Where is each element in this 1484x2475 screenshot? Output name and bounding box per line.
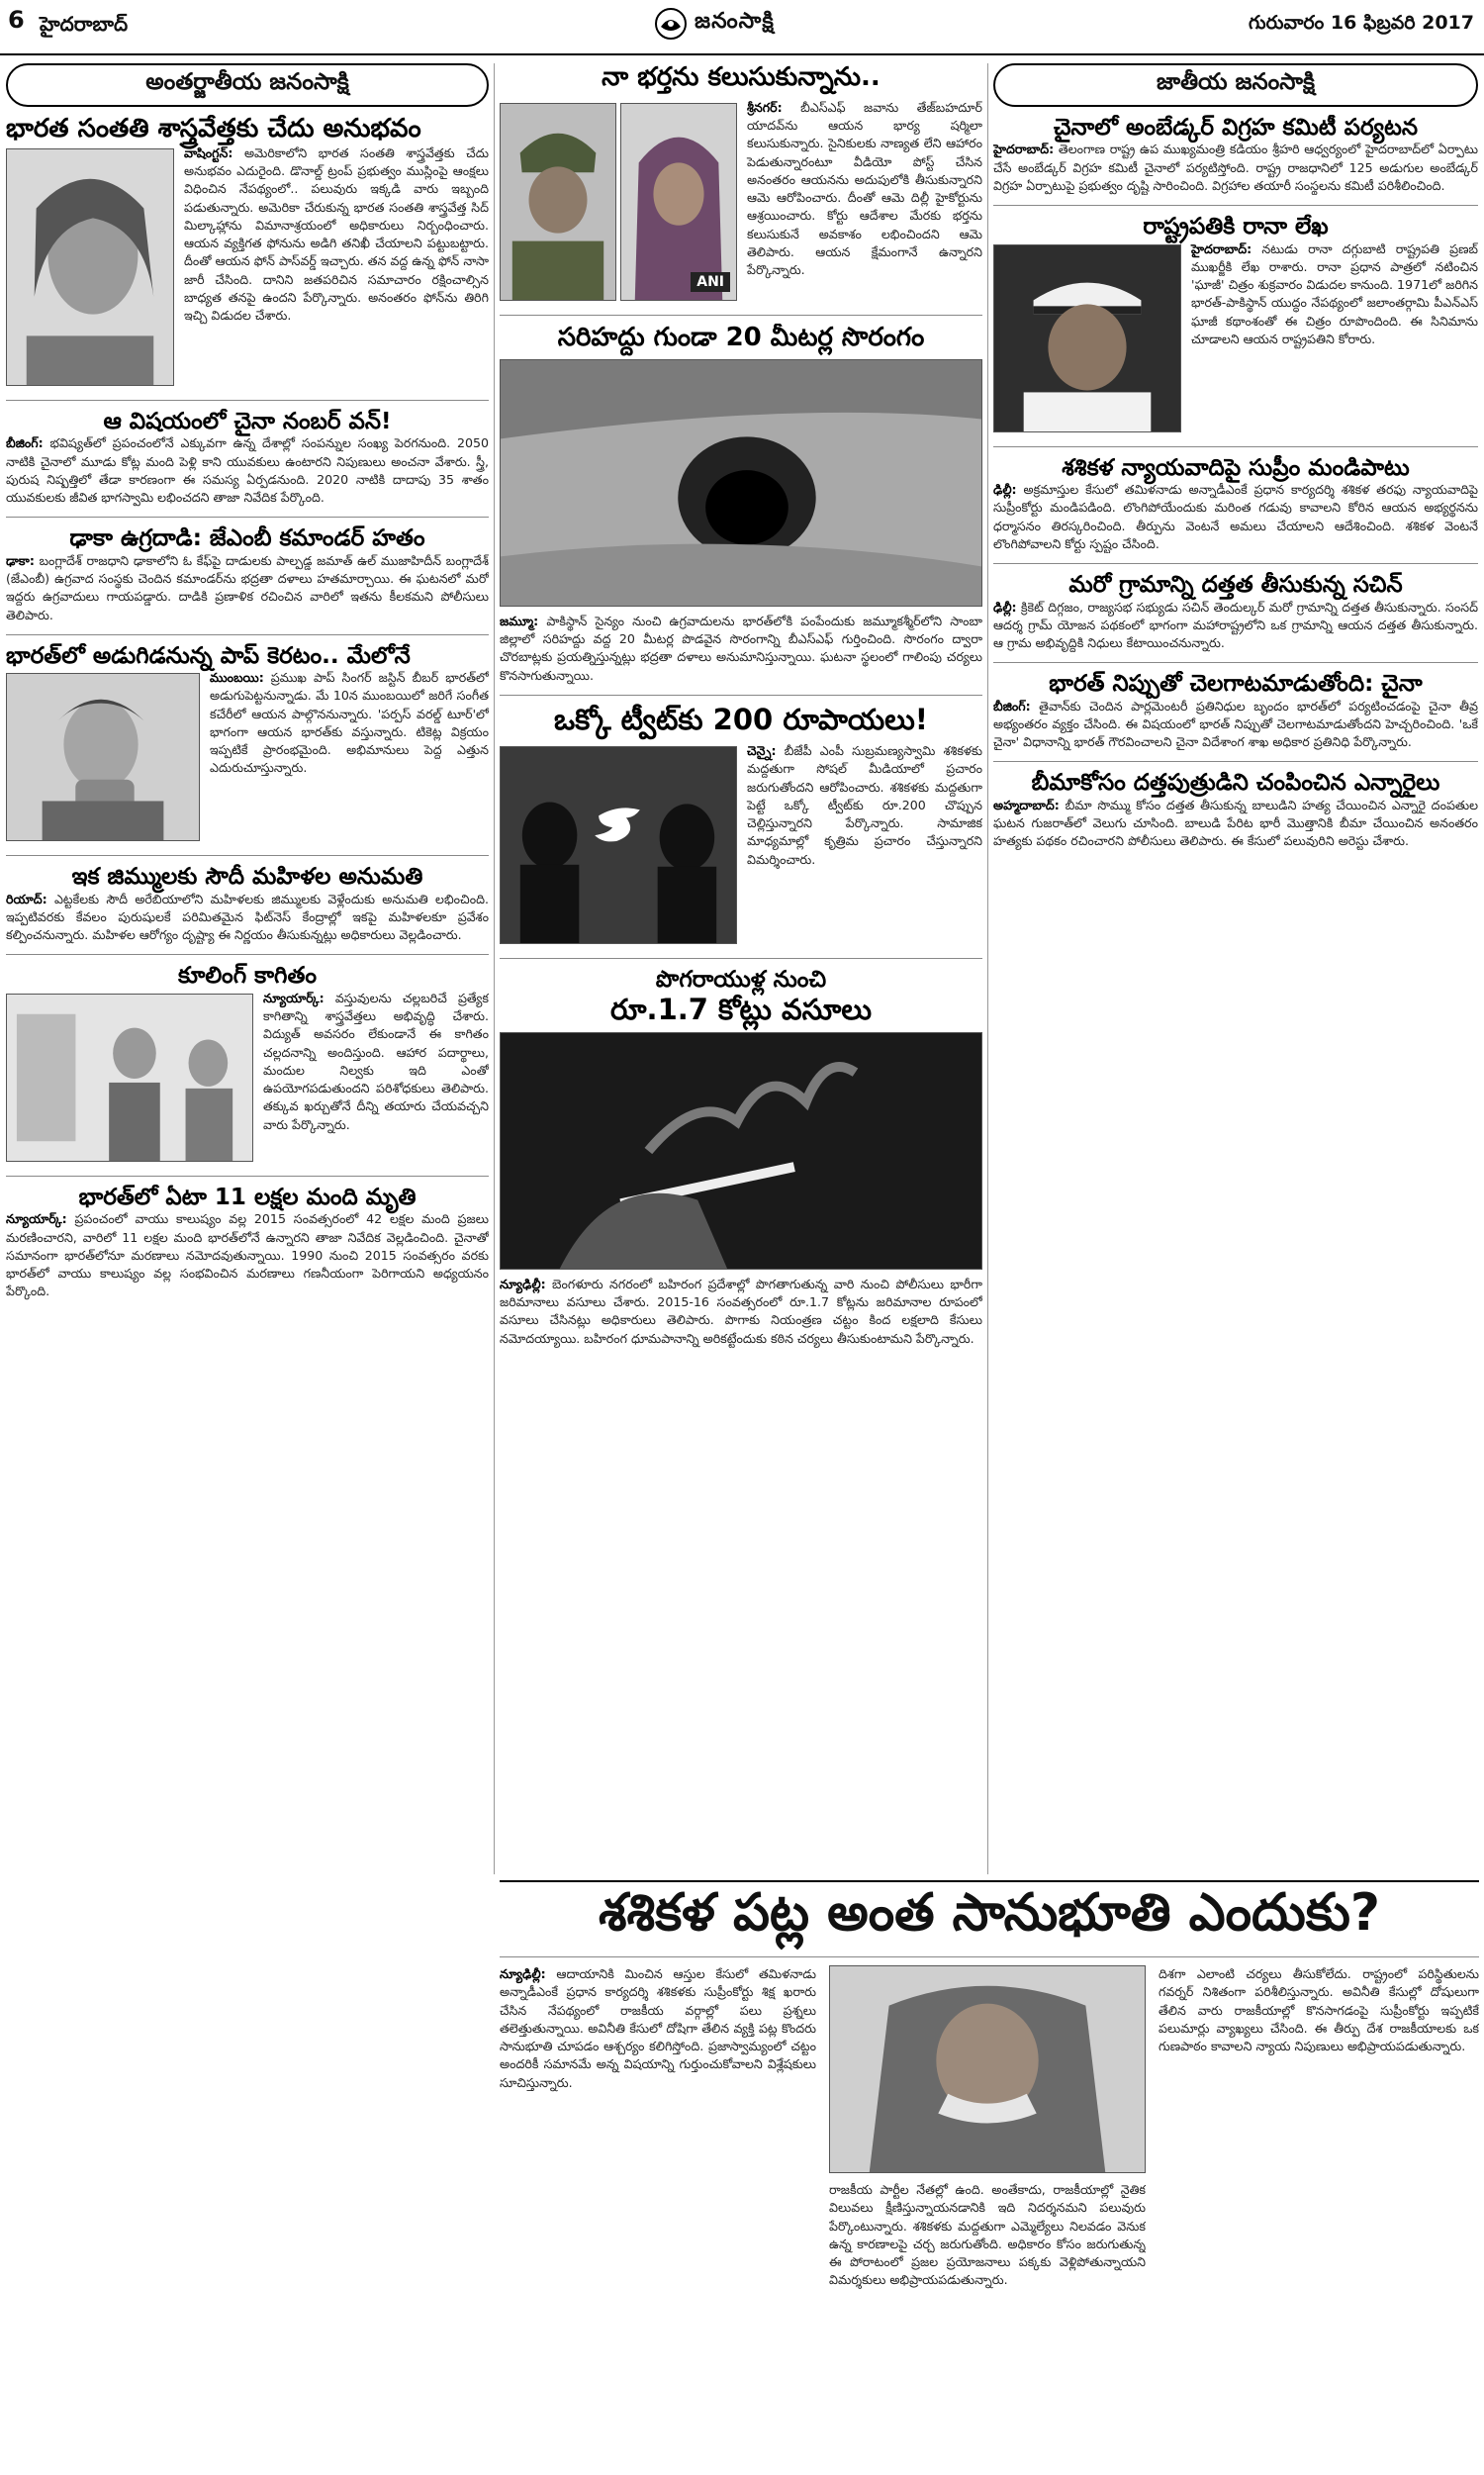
wife-photo xyxy=(620,103,737,301)
jawan-photo xyxy=(500,103,616,301)
story-body: రాజకీయ పార్టీల నేతల్లో ఉంది. అంతేకాదు, రాజకీయాల్లో నైతిక విలువలు క్షీణిస్తున్నాయనడానికి ఇది నిదర్శనమని పలువురు పేర్కొంటున్నారు. శశికళకు మద్దతుగా ఎమ్మెల్యేలు నిలవడం వెనుక ఉన్న కారణాలపై చర్చ జరుగుతోంది. అధికారం కోసం జరుగుతున్న ఈ పోరాటంలో ప్రజల ప్రయోజనాలు పక్కకు వెళ్లిపోతున్నాయని విమర్శకులు అభిప్రాయపడుతున్నారు. xyxy=(829,2182,1146,2288)
story-body: భవిష్యత్‌లో ప్రపంచంలోనే ఎక్కువగా ఉన్న దేశాల్లో సంపన్నుల సంఖ్య పెరగనుంది. 2050 నాటికి చైనాలో మూడు కోట్ల మంది పెళ్లి కాని యువకులు ఉంటారని నిపుణులు అంచనా వేశారు. స్త్రీ, పురుష నిష్పత్తిలో తేడా కారణంగా ఈ సమస్య ఏర్పడనుంది. 2020 నాటికి దాదాపు 35 శాతం యువకులకు జీవిత భాగస్వామి లభించదని తాజా నివేదిక పేర్కొంది. xyxy=(6,435,489,506)
masthead xyxy=(0,0,1484,55)
story-dateline: ముంబయి: xyxy=(210,670,264,686)
story-headline: రాష్ట్రపతికి రానా లేఖ xyxy=(1143,214,1329,240)
jawan-photo-pair xyxy=(500,103,737,301)
story-divider xyxy=(6,634,489,635)
feature-column-1 xyxy=(500,1965,816,2465)
story-divider xyxy=(993,563,1478,564)
feature-story xyxy=(500,1965,1479,2465)
story-dateline: హైదరాబాద్‌: xyxy=(993,142,1055,157)
story-body: దిశగా ఎలాంటి చర్యలు తీసుకోలేదు. రాష్ట్రంలో పరిస్థితులను గవర్నర్‌ నిశితంగా పరిశీలిస్తున్నారు. అవినీతి కేసుల్లో దోషులుగా తేలిన వారు రాజకీయాల్లో కొనసాగడంపై సుప్రీంకోర్టు ఇప్పటికే పలుమార్లు వ్యాఖ్యలు చేసింది. ఈ తీర్పు దేశ రాజకీయాలకు ఒక గుణపాఠం కావాలని న్యాయ నిపుణులు అభిప్రాయపడుతున్నారు. xyxy=(1159,1966,1479,2053)
story-body: తెలంగాణ రాష్ట్ర ఉప ముఖ్యమంత్రి కడియం శ్రీహరి ఆధ్వర్యంలో హైదరాబాద్‌లో ఏర్పాటు చేసే అంబేడ్కర్‌ విగ్రహ కమిటీ చైనాలో పర్యటిస్తోంది. రాష్ట్ర రాజధానిలో 125 అడుగుల అంబేడ్కర్‌ విగ్రహ ఏర్పాటుపై ప్రభుత్వం దృష్టి సారించింది. విగ్రహాల తయారీ సంస్థలను కమిటీ పరిశీలించింది. xyxy=(993,142,1478,193)
story-body: బంగ్లాదేశ్‌ రాజధాని ఢాకాలోని ఓ కేఫ్‌పై దాడులకు పాల్పడ్డ జమాత్‌ ఉల్‌ ముజాహిదీన్‌ బంగ్లాదేశ్‌ (జేఎంబీ) ఉగ్రవాద సంస్థకు చెందిన కమాండర్‌ను భద్రతా దళాలు హతమార్చాయి. ఈ ఘటనలో మరో ఇద్దరు ఉగ్రవాదులు గాయపడ్డారు. దాడికి ప్రణాళిక రచించిన వారిలో ఇతను కీలకమని పోలీసులు తెలిపారు. xyxy=(6,552,489,622)
edition-place: హైదరాబాద్ xyxy=(40,12,129,36)
sasikala-photo xyxy=(829,1965,1146,2173)
story-divider xyxy=(500,695,982,696)
story-headline: రూ.1.7 కోట్లు వసూలు xyxy=(609,992,872,1026)
story-body: వస్తువులను చల్లబరిచే ప్రత్యేక కాగితాన్ని శాస్త్రవేత్తలు అభివృద్ధి చేశారు. విద్యుత్‌ అవసరం లేకుండానే ఈ కాగితం చల్లదనాన్ని అందిస్తుంది. ఆహార పదార్థాలు, మందుల నిల్వకు ఇది ఎంతో ఉపయోగపడుతుందని పరిశోధకులు తెలిపారు. తక్కువ ఖర్చుతోనే దీన్ని తయారు చేయవచ్చని వారు పేర్కొన్నారు. xyxy=(263,990,489,1132)
story-tunnel xyxy=(500,324,982,685)
story-tweets xyxy=(500,704,982,948)
story-divider xyxy=(993,446,1478,447)
paper-logo xyxy=(653,4,831,44)
story-body: బీమా సొమ్ము కోసం దత్తత తీసుకున్న బాలుడిని హత్య చేయించిన ఎన్నారై దంపతుల ఘటన గుజరాత్‌లో వెలుగు చూసింది. బాలుడి పేరిట భారీ మొత్తానికి బీమా చేయించిన అనంతరం హత్యకు పథకం రచించారని పోలీసులు తెలిపారు. ఈ కేసులో పలువురిని అరెస్టు చేశారు. xyxy=(993,797,1478,849)
smoking-photo xyxy=(500,1032,982,1270)
story-pollution-deaths xyxy=(6,1185,489,1301)
story-headline: ఒక్కో ట్వీట్‌కు 200 రూపాయలు! xyxy=(553,703,928,736)
column-rule xyxy=(987,63,988,1874)
pop-singer-photo xyxy=(6,673,200,841)
story-divider xyxy=(6,954,489,955)
scientist-photo xyxy=(6,148,174,386)
story-headline: బీమాకోసం దత్తపుత్రుడిని చంపించిన ఎన్నారైలు xyxy=(1031,770,1440,797)
story-rana-letter xyxy=(993,214,1478,435)
story-dateline: చెన్నై: xyxy=(747,743,777,759)
story-headline: భారత సంతతి శాస్త్రవేత్తకు చేదు అనుభవం xyxy=(6,115,421,143)
story-dateline: బీజింగ్‌: xyxy=(993,698,1031,714)
rana-photo xyxy=(993,244,1181,432)
story-divider xyxy=(6,400,489,401)
story-divider xyxy=(6,1176,489,1177)
story-ambedkar-statue xyxy=(993,115,1478,195)
story-pop-star xyxy=(6,643,489,845)
story-headline: భారత్‌లో ఏటా 11 లక్షల మంది మృతి xyxy=(78,1184,417,1210)
feature-column-3 xyxy=(1159,1965,1479,2465)
story-body: బెంగళూరు నగరంలో బహిరంగ ప్రదేశాల్లో పొగతాగుతున్న వారి నుంచి పోలీసులు భారీగా జరిమానాలు వసూలు చేశారు. 2015-16 సంవత్సరంలో రూ.1.7 కోట్లను జరిమానాల రూపంలో వసూలు చేసినట్లు అధికారులు తెలిపారు. పొగాకు నియంత్రణ చట్టం కింద లక్షలాది కేసులు నమోదయ్యాయి. బహిరంగ ధూమపానాన్ని అరికట్టేందుకు కఠిన చర్యలు తీసుకుంటామని పేర్కొన్నారు. xyxy=(500,1276,982,1346)
story-dateline: న్యూఢిల్లీ: xyxy=(500,1966,546,1981)
story-divider xyxy=(500,315,982,316)
story-dateline: న్యూయార్క్‌: xyxy=(6,1211,67,1227)
story-dateline: అహ్మదాబాద్‌: xyxy=(993,797,1060,812)
national-column xyxy=(993,63,1478,1874)
story-headline: ఢాకా ఉగ్రదాడి: జేఎంబీ కమాండర్‌ హతం xyxy=(69,525,425,552)
page-number: 6 xyxy=(8,6,25,34)
story-headline: కూలింగ్‌ కాగితం xyxy=(177,963,318,990)
tunnel-photo xyxy=(500,359,982,607)
story-saudi-gyms xyxy=(6,864,489,944)
story-kicker: పొగరాయుళ్ల నుంచి xyxy=(655,967,827,994)
story-divider xyxy=(993,761,1478,762)
story-dateline: న్యూయార్క్‌: xyxy=(263,990,325,1005)
story-body: ప్రపంచంలో వాయు కాలుష్యం వల్ల 2015 సంవత్సరంలో 42 లక్షల మంది ప్రజలు మరణించారని, వారిలో 11 లక్షల మంది భారత్‌లోనే ఉన్నారని తాజా నివేదిక వెల్లడించింది. చైనాతో సమానంగా భారత్‌లోనూ మరణాలు నమోదవుతున్నాయి. 1990 నుంచి 2015 సంవత్సరం వరకు భారత్‌లో వాయు కాలుష్యం వల్ల సంభవించిన మరణాలు గణనీయంగా పెరిగాయని అధ్యయనం పేర్కొంది. xyxy=(6,1211,489,1299)
story-headline: ఇక జిమ్ములకు సౌదీ మహిళల అనుమతి xyxy=(71,864,423,891)
story-china xyxy=(6,409,489,507)
story-divider xyxy=(993,205,1478,206)
twitter-photo xyxy=(500,746,737,944)
story-smoking-fines xyxy=(500,967,982,1348)
story-divider xyxy=(6,517,489,518)
story-dateline: న్యూఢిల్లీ: xyxy=(500,1276,546,1291)
story-dateline: హైదరాబాద్‌: xyxy=(1191,240,1252,256)
story-headline: సరిహద్దు గుండా 20 మీటర్ల సొరంగం xyxy=(557,323,925,352)
logo-mark-icon xyxy=(653,7,689,41)
story-divider xyxy=(6,855,489,856)
story-body: తైవాన్‌కు చెందిన పార్లమెంటరీ ప్రతినిధుల బృందం భారత్‌లో పర్యటించడంపై చైనా తీవ్ర అభ్యంతరం వ్యక్తం చేసింది. ఈ విషయంలో భారత్‌ నిప్పుతో చెలగాటమాడుతోందని హెచ్చరించింది. 'ఒకే చైనా' విధానాన్ని భారత్‌ గౌరవించాలని చైనా విదేశాంగ శాఖ అధికార ప్రతినిధి పేర్కొన్నారు. xyxy=(993,698,1478,750)
story-headline: భారత్‌ నిప్పుతో చెలగాటమాడుతోంది: చైనా xyxy=(1049,671,1423,698)
story-supreme-court xyxy=(993,455,1478,553)
story-body: పాకిస్థాన్‌ సైన్యం నుంచి ఉగ్రవాదులను భారత్‌లోకి పంపేందుకు జమ్మూకశ్మీర్‌లోని సాంబా జిల్లాలో సరిహద్దు వద్ద 20 మీటర్ల పొడవైన సొరంగాన్ని బీఎస్‌ఎఫ్‌ గుర్తించింది. సొరంగం ద్వారా చొరబాట్లకు ప్రయత్నిస్తున్నట్లు భద్రతా దళాలు అనుమానిస్తున్నాయి. ఘటనా స్థలంలో గాలింపు చర్యలు కొనసాగుతున్నాయి. xyxy=(500,613,982,683)
section-banner-national: జాతీయ జనంసాక్షి xyxy=(993,63,1478,107)
story-sachin-village xyxy=(993,572,1478,652)
story-headline: ఆ విషయంలో చైనా నంబర్‌ వన్‌! xyxy=(103,408,392,434)
story-nri-insurance xyxy=(993,770,1478,850)
story-dateline: బీజింగ్‌: xyxy=(6,435,44,451)
story-divider xyxy=(993,662,1478,663)
story-dateline: ఢిల్లీ: xyxy=(993,482,1017,498)
issue-date: గురువారం 16 ఫిబ్రవరి 2017 xyxy=(1248,12,1474,34)
story-body: అమెరికాలోని భారత సంతతి శాస్త్రవేత్తకు చేదు అనుభవం ఎదురైంది. డొనాల్డ్‌ ట్రంప్‌ ప్రభుత్వం ముస్లింపై ఆంక్షలు విధించిన నేపథ్యంలో.. పలువురు ఇక్కడి వారు ఇబ్బంది పడుతున్నారు. అమెరికా చేరుకున్న భారత సంతతి శాస్త్రవేత్త సిద్‌ మిల్కాహ్లాను విమానాశ్రయంలో అధికారులు నిర్బంధించారు. ఆయన వ్యక్తిగత ఫోనును అడిగి తనిఖీ చేయాలని పట్టుబట్టారు. దీంతో ఆయన ఫోన్‌ పాస్‌వర్డ్‌ ఇచ్చారు. తన వద్ద ఉన్న ఫోన్‌ నాసా జారీ చేసింది. దానిని జతపరిచిన సమాచారం రక్షించాల్సిన బాధ్యత తనపై ఉందని పేర్కొన్నారు. అనంతరం ఫోన్‌ను తిరిగి ఇచ్చి విడుదల చేశారు. xyxy=(184,144,489,324)
story-dhaka xyxy=(6,525,489,623)
story-headline: నా భర్తను కలుసుకున్నాను.. xyxy=(602,63,881,92)
story-headline: భారత్‌లో అడుగిడనున్న పాప్‌ కెరటం.. మేలోనే xyxy=(6,642,411,669)
story-body: ఎట్టకేలకు సౌదీ అరేబియాలోని మహిళలకు జిమ్ములకు వెళ్లేందుకు అనుమతి లభించింది. ఇప్పటివరకు కేవలం పురుషులకే పరిమితమైన ఫిట్‌నెస్‌ కేంద్రాల్లో ఇకపై మహిళలకూ ప్రవేశం కల్పించనున్నారు. మహిళల ఆరోగ్యం దృష్ట్యా ఈ నిర్ణయం తీసుకున్నట్లు అధికారులు వెల్లడించారు. xyxy=(6,891,489,943)
section-banner-international: అంతర్జాతీయ జనంసాక్షి xyxy=(6,63,489,107)
feature-headline: శశికళ పట్ల అంత సానుభూతి ఎందుకు? xyxy=(500,1880,1479,1957)
story-dateline: రియాద్‌: xyxy=(6,891,47,906)
story-cooling-paper xyxy=(6,963,489,1165)
story-headline: చైనాలో అంబేడ్కర్‌ విగ్రహ కమిటీ పర్యటన xyxy=(1053,115,1419,141)
story-headline: శశికళ న్యాయవాదిపై సుప్రీం మండిపాటు xyxy=(1062,454,1410,481)
paper-name: జనంసాక్షి xyxy=(695,9,775,34)
story-body: బీఎస్‌ఎఫ్‌ జవాను తేజ్‌బహదూర్‌ యాదవ్‌ను ఆయన భార్య షర్మిలా కలుసుకున్నారు. సైనికులకు నాణ్యత లేని ఆహారం పెడుతున్నారంటూ వీడియో పోస్ట్‌ చేసిన అనంతరం ఆయనను అదుపులోకి తీసుకున్నారని ఆమె ఆరోపించారు. దీంతో ఆమె దిల్లీ హైకోర్టును ఆశ్రయించారు. కోర్టు ఆదేశాల మేరకు భర్తను కలుసుకునే అవకాశం లభించిందని ఆమె తెలిపారు. ఆయన క్షేమంగానే ఉన్నారని పేర్కొన్నారు. xyxy=(747,99,982,278)
story-body: ప్రముఖ పాప్‌ సింగర్‌ జస్టిన్‌ బీబర్‌ భారత్‌లో అడుగుపెట్టనున్నాడు. మే 10న ముంబయిలో జరిగే సంగీత కచేరీలో ఆయన పాల్గొననున్నారు. 'పర్పస్‌ వరల్డ్‌ టూర్‌'లో భాగంగా ఆయన భారత్‌కు వస్తున్నారు. టికెట్ల విక్రయం ఇప్పటికే ప్రారంభమైంది. అభిమానులు పెద్ద ఎత్తున ఎదురుచూస్తున్నారు. xyxy=(210,670,489,776)
news-agency-badge: ANI xyxy=(691,272,730,292)
story-body: క్రికెట్‌ దిగ్గజం, రాజ్యసభ సభ్యుడు సచిన్‌ తెందుల్కర్‌ మరో గ్రామాన్ని దత్తత తీసుకున్నారు. సంసద్‌ ఆదర్శ గ్రామ్‌ యోజన పథకంలో భాగంగా మహారాష్ట్రలోని ఒక గ్రామాన్ని ఆయన దత్తత తీసుకున్నారు. ఆ గ్రామ అభివృద్ధికి నిధులు కేటాయించనున్నారు. xyxy=(993,599,1478,650)
cooling-paper-photo xyxy=(6,994,253,1162)
story-body: బీజేపీ ఎంపీ సుబ్రమణ్యస్వామి శశికళకు మద్దతుగా సోషల్‌ మీడియాలో ప్రచారం జరుగుతోందని ఆరోపించారు. శశికళకు మద్దతుగా పెట్టే ఒక్కో ట్వీట్‌కు రూ.200 చొప్పున చెల్లిస్తున్నారని పేర్కొన్నారు. సామాజిక మాధ్యమాల్లో కృత్రిమ ప్రచారం చేస్తున్నారని విమర్శించారు. xyxy=(747,743,982,867)
story-dateline: శ్రీనగర్‌: xyxy=(747,99,783,115)
middle-column xyxy=(500,63,982,1874)
feature-column-2 xyxy=(829,1965,1146,2465)
story-body: అక్రమాస్తుల కేసులో తమిళనాడు అన్నాడీఎంకే ప్రధాన కార్యదర్శి శశికళ తరఫు న్యాయవాదిపై సుప్రీంకోర్టు మండిపడింది. లొంగిపోయేందుకు మరింత గడువు కావాలని కోరిన ఆయన అభ్యర్థనను ధర్మాసనం తిరస్కరించింది. తీర్పును వెంటనే అమలు చేయాలని ఆదేశించింది. శశికళ వెంటనే లొంగిపోవాలని కోర్టు స్పష్టం చేసింది. xyxy=(993,482,1478,551)
story-dateline: వాషింగ్టన్‌: xyxy=(184,144,233,160)
story-china-warning xyxy=(993,671,1478,751)
story-body: ఆదాయానికి మించిన ఆస్తుల కేసులో తమిళనాడు అన్నాడీఎంకే ప్రధాన కార్యదర్శి శశికళకు సుప్రీంకోర్టు శిక్ష ఖరారు చేసిన నేపథ్యంలో రాజకీయ వర్గాల్లో పలు ప్రశ్నలు తలెత్తుతున్నాయి. అవినీతి కేసులో దోషిగా తేలిన వ్యక్తి పట్ల కొందరు సానుభూతి చూపడం ఆశ్చర్యం కలిగిస్తోంది. ప్రజాస్వామ్యంలో చట్టం అందరికీ సమానమే అన్న విషయాన్ని గుర్తుంచుకోవాలని విశ్లేషకులు సూచిస్తున్నారు. xyxy=(500,1966,816,2090)
story-dateline: ఢిల్లీ: xyxy=(993,599,1017,615)
international-column xyxy=(6,63,489,2465)
story-scientist xyxy=(6,115,489,390)
column-rule xyxy=(494,63,495,1874)
story-headline: మరో గ్రామాన్ని దత్తత తీసుకున్న సచిన్‌ xyxy=(1068,572,1403,599)
story-dateline: జమ్మూ: xyxy=(500,613,539,628)
story-jawan-wife xyxy=(500,63,982,305)
story-dateline: ఢాకా: xyxy=(6,552,35,568)
story-body: నటుడు రానా దగ్గుబాటి రాష్ట్రపతి ప్రణబ్‌ ముఖర్జీకి లేఖ రాశారు. రానా ప్రధాన పాత్రలో నటించిన 'ఘాజీ' చిత్రం శుక్రవారం విడుదల కానుంది. 1971లో జరిగిన భారత్‌-పాకిస్థాన్‌ యుద్ధం నేపథ్యంలో జలాంతర్గామి పీఎన్‌ఎస్‌ ఘాజీ కథాంశంతో ఈ చిత్రం రూపొందింది. ఈ సినిమాను చూడాలని ఆయన రాష్ట్రపతిని కోరారు. xyxy=(1191,240,1478,346)
story-divider xyxy=(500,958,982,959)
